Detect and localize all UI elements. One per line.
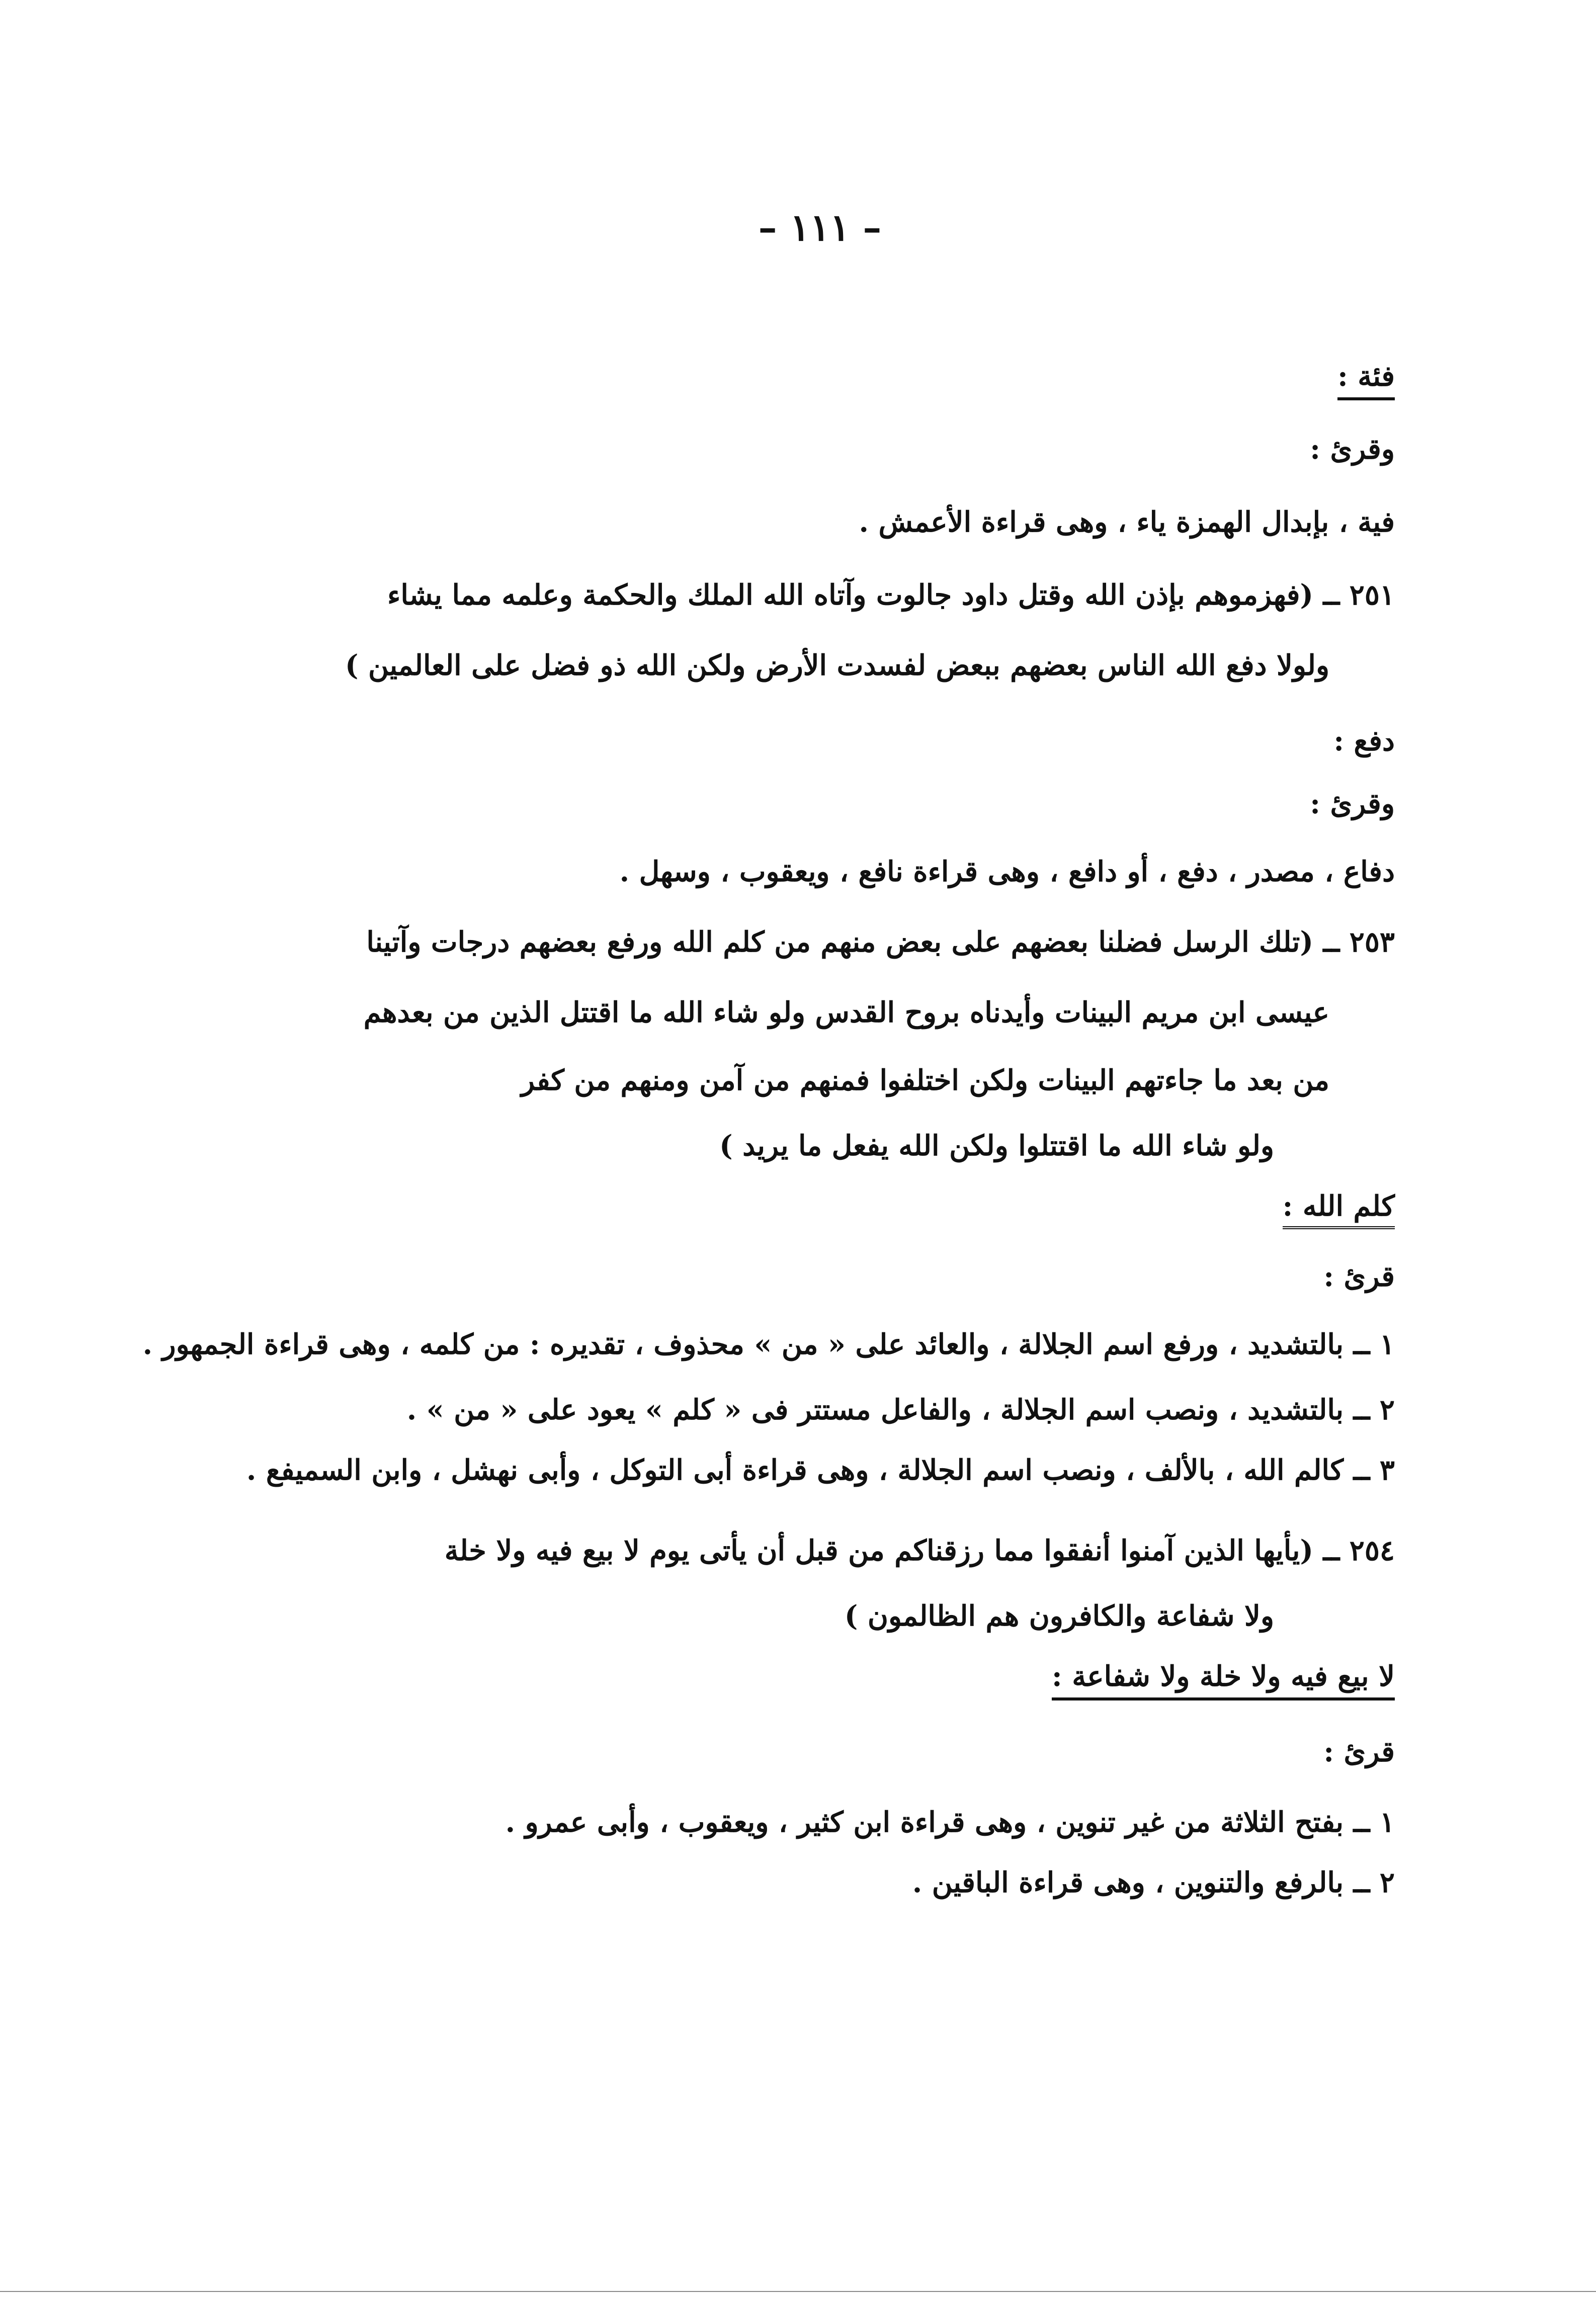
reading-text: دفاع ، مصدر ، دفع ، أو دافع ، وهى قراءة نافع ، ويعقوب ، وسهل . xyxy=(619,855,1395,888)
verse-line: ولولا دفع الله الناس بعضهم ببعض لفسدت الأرض ولكن الله ذو فضل على العالمين ) xyxy=(345,649,1329,682)
heading-dafa: دفع : xyxy=(1333,724,1395,757)
page-bottom-edge xyxy=(0,2291,1596,2292)
reading-label: وقرئ : xyxy=(1310,787,1395,820)
list-item: ٢ ــ بالرفع والتنوين ، وهى قراءة الباقين . xyxy=(912,1866,1395,1899)
heading-la-bay: لا بيع فيه ولا خلة ولا شفاعة : xyxy=(1052,1660,1395,1700)
list-item: ٣ ــ كالم الله ، بالألف ، ونصب اسم الجلالة ، وهى قراءة أبى التوكل ، وأبى نهشل ، وابن السميفع . xyxy=(246,1454,1395,1487)
heading-kallama-allah: كلم الله : xyxy=(1283,1189,1395,1229)
verse-line: عيسى ابن مريم البينات وأيدناه بروح القدس ولو شاء الله ما اقتتل الذين من بعدهم xyxy=(363,996,1329,1029)
list-item: ١ ــ بالتشديد ، ورفع اسم الجلالة ، والعائد على « من » محذوف ، تقديره : من كلمه ، وهى قراءة الجمهور . xyxy=(142,1328,1395,1361)
verse-line: ولا شفاعة والكافرون هم الظالمون ) xyxy=(844,1599,1274,1633)
reading-label: وقرئ : xyxy=(1310,433,1395,466)
heading-fiah: فئة : xyxy=(1337,360,1395,400)
page-number: – ١١١ – xyxy=(758,206,882,249)
verse-line: ٢٥١ ــ (فهزموهم بإذن الله وقتل داود جالوت وآتاه الله الملك والحكمة وعلمه مما يشاء xyxy=(387,578,1395,612)
verse-line: ٢٥٤ ــ (يأيها الذين آمنوا أنفقوا مما رزقناكم من قبل أن يأتى يوم لا بيع فيه ولا خلة xyxy=(444,1534,1395,1567)
list-item: ١ ــ بفتح الثلاثة من غير تنوين ، وهى قراءة ابن كثير ، ويعقوب ، وأبى عمرو . xyxy=(505,1806,1395,1839)
list-item: ٢ ــ بالتشديد ، ونصب اسم الجلالة ، والفاعل مستتر فى « كلم » يعود على « من » . xyxy=(406,1393,1395,1426)
reading-text: فية ، بإبدال الهمزة ياء ، وهى قراءة الأعمش . xyxy=(859,505,1395,539)
verse-line: ٢٥٣ ــ (تلك الرسل فضلنا بعضهم على بعض منهم من كلم الله ورفع بعضهم درجات وآتينا xyxy=(366,925,1395,959)
reading-label: قرئ : xyxy=(1323,1735,1395,1768)
reading-label: قرئ : xyxy=(1323,1260,1395,1293)
verse-line: من بعد ما جاءتهم البينات ولكن اختلفوا فمنهم من آمن ومنهم من كفر xyxy=(521,1064,1329,1097)
verse-line: ولو شاء الله ما اقتتلوا ولكن الله يفعل ما يريد ) xyxy=(719,1129,1274,1162)
